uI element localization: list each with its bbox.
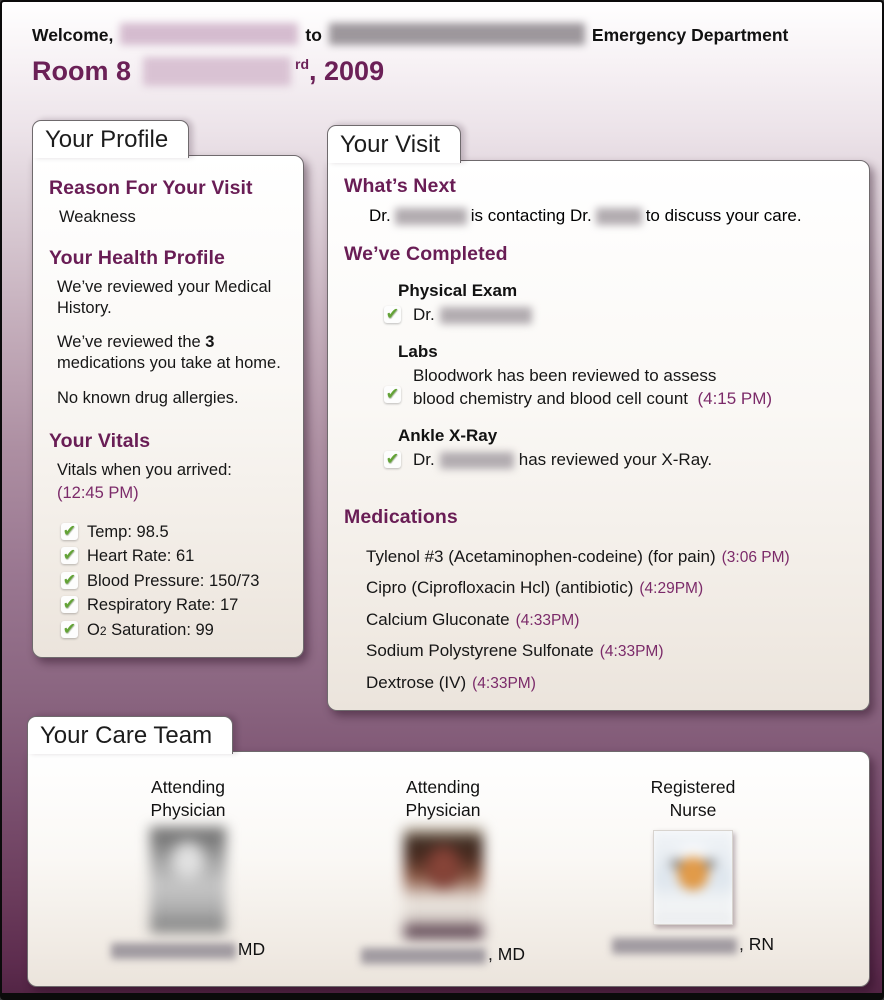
vital-value xyxy=(87,621,214,639)
member-credential: , MD xyxy=(488,943,525,964)
doctor-name-redacted xyxy=(596,208,642,225)
profile-card xyxy=(32,126,304,658)
vital-row-o2-saturation xyxy=(49,618,287,644)
care-team-member xyxy=(323,776,563,965)
whats-next-heading: What’s Next xyxy=(344,175,456,197)
care-team-member xyxy=(573,776,813,955)
vital-value: Temp: 98.5 xyxy=(87,522,169,541)
member-name-redacted xyxy=(111,943,236,959)
health-history-text: We’ve reviewed your Medical History. xyxy=(57,278,272,318)
date-ordinal: rd xyxy=(295,56,310,72)
labs-text-line2: blood chemistry and blood cell count xyxy=(413,388,688,408)
member-photo xyxy=(406,830,481,935)
date-year: , 2009 xyxy=(309,56,385,86)
profile-tab: Your Profile xyxy=(32,120,189,158)
blurred-avatar xyxy=(653,830,733,925)
visit-card-content xyxy=(328,175,869,699)
completed-heading: We’ve Completed xyxy=(344,243,508,265)
medication-name: Calcium Gluconate xyxy=(366,609,510,629)
welcome-suffix: Emergency Department xyxy=(591,25,789,45)
medication-name: Tylenol #3 (Acetaminophen-codeine) (for pain) xyxy=(366,546,716,566)
vital-value: Respiratory Rate: 17 xyxy=(87,596,239,615)
medications-heading: Medications xyxy=(344,505,458,528)
medication-item xyxy=(366,573,853,605)
physical-exam-text: Dr. xyxy=(413,305,435,324)
room-title xyxy=(32,56,384,87)
blurred-portrait xyxy=(150,827,226,933)
medication-item xyxy=(366,636,853,668)
doctor-name-redacted xyxy=(395,208,467,225)
member-name xyxy=(573,934,813,955)
vital-row-temp xyxy=(49,520,287,545)
visit-tab: Your Visit xyxy=(327,125,461,163)
profile-card-content xyxy=(33,177,303,643)
vital-value: Heart Rate: 61 xyxy=(87,547,195,566)
medications-list xyxy=(366,542,853,700)
labs-line xyxy=(344,365,853,411)
whats-next-part2: is contacting Dr. xyxy=(470,206,592,225)
whats-next-text xyxy=(344,206,853,226)
reason-heading: Reason For Your Visit xyxy=(49,177,253,199)
member-name xyxy=(68,939,308,960)
o2-rest: Saturation: 99 xyxy=(106,620,214,639)
vital-value: Blood Pressure: 150/73 xyxy=(87,571,260,590)
whats-next-part1: Dr. xyxy=(369,206,391,225)
vital-row-heart-rate xyxy=(49,544,287,569)
visit-card xyxy=(327,131,870,711)
health-profile-heading: Your Health Profile xyxy=(49,247,225,270)
health-med-prefix: We’ve reviewed the xyxy=(57,333,206,352)
member-credential: MD xyxy=(237,938,266,959)
medication-name: Sodium Polystyrene Sulfonate xyxy=(366,641,594,661)
vitals-list xyxy=(49,520,287,644)
member-role-line1: Attending xyxy=(151,777,225,797)
room-label: Room 8 xyxy=(32,56,132,86)
welcome-header xyxy=(32,23,788,46)
member-photo-container xyxy=(68,830,308,930)
o2-prefix: O xyxy=(87,620,100,639)
member-photo xyxy=(152,830,224,930)
vital-row-respiratory-rate xyxy=(49,593,287,618)
date-redacted xyxy=(143,57,291,86)
medication-name: Cipro (Ciprofloxacin Hcl) (antibiotic) xyxy=(366,578,634,598)
member-role xyxy=(68,776,308,822)
medication-item xyxy=(366,542,853,574)
physical-exam-line xyxy=(344,304,853,327)
medication-time: (4:33PM) xyxy=(472,674,536,692)
check-icon: ✔ xyxy=(62,522,77,540)
xray-title: Ankle X-Ray xyxy=(398,425,498,445)
check-icon: ✔ xyxy=(62,596,77,614)
welcome-prefix: Welcome, xyxy=(32,25,114,45)
care-team-tab: Your Care Team xyxy=(27,716,233,754)
member-role xyxy=(323,776,563,822)
patient-name-redacted xyxy=(120,23,298,45)
vitals-heading: Your Vitals xyxy=(49,429,151,452)
medication-time: (4:29PM) xyxy=(639,580,704,598)
medication-time: (3:06 PM) xyxy=(721,548,790,566)
hospital-name-redacted xyxy=(329,23,585,45)
vital-row-blood-pressure xyxy=(49,569,287,594)
health-medications-text xyxy=(57,332,297,374)
member-photo-container xyxy=(573,830,813,925)
labs-text-line1: Bloodwork has been reviewed to assess xyxy=(413,365,717,385)
member-credential: , RN xyxy=(739,933,774,954)
doctor-name-redacted xyxy=(440,452,514,469)
medication-name: Dextrose (IV) xyxy=(366,672,467,692)
member-role-line1: Attending xyxy=(406,777,480,797)
member-role-line2: Physician xyxy=(405,799,481,820)
whats-next-part3: to discuss your care. xyxy=(645,206,802,225)
member-name-redacted xyxy=(612,938,737,954)
labs-time: (4:15 PM) xyxy=(697,388,773,408)
home-medication-count: 3 xyxy=(205,333,215,352)
check-icon: ✔ xyxy=(62,547,77,565)
check-icon: ✔ xyxy=(385,306,400,323)
vitals-time: (12:45 PM) xyxy=(57,483,139,502)
member-photo-container xyxy=(323,830,563,935)
xray-text-suffix: has reviewed your X-Ray. xyxy=(518,449,713,469)
check-icon: ✔ xyxy=(62,571,77,589)
member-name-redacted xyxy=(361,948,486,964)
allergies-text: No known drug allergies. xyxy=(57,388,239,407)
member-role-line2: Nurse xyxy=(669,799,717,820)
medication-item xyxy=(366,605,853,637)
health-med-suffix: medications you take at home. xyxy=(57,354,281,373)
xray-text-prefix: Dr. xyxy=(413,449,435,469)
physical-exam-title: Physical Exam xyxy=(398,281,518,300)
member-role-line2: Physician xyxy=(150,799,226,820)
vitals-intro: Vitals when you arrived: xyxy=(57,460,232,479)
check-icon: ✔ xyxy=(385,450,400,468)
labs-title: Labs xyxy=(398,341,438,361)
doctor-name-redacted xyxy=(440,307,532,324)
check-icon: ✔ xyxy=(62,620,77,638)
reason-value: Weakness xyxy=(59,208,136,226)
xray-line xyxy=(344,449,853,472)
blurred-portrait xyxy=(403,826,483,937)
care-team-card xyxy=(27,722,870,987)
medication-time: (4:33PM) xyxy=(599,643,664,661)
member-name xyxy=(323,944,563,965)
member-role xyxy=(573,776,813,822)
member-role-line1: Registered xyxy=(650,777,736,797)
medication-time: (4:33PM) xyxy=(515,611,580,629)
medication-item xyxy=(366,668,853,700)
o2-subscript: 2 xyxy=(99,623,107,638)
care-team-member xyxy=(68,776,308,960)
check-icon: ✔ xyxy=(385,385,400,403)
member-photo xyxy=(653,830,733,925)
welcome-connector: to xyxy=(305,25,322,45)
